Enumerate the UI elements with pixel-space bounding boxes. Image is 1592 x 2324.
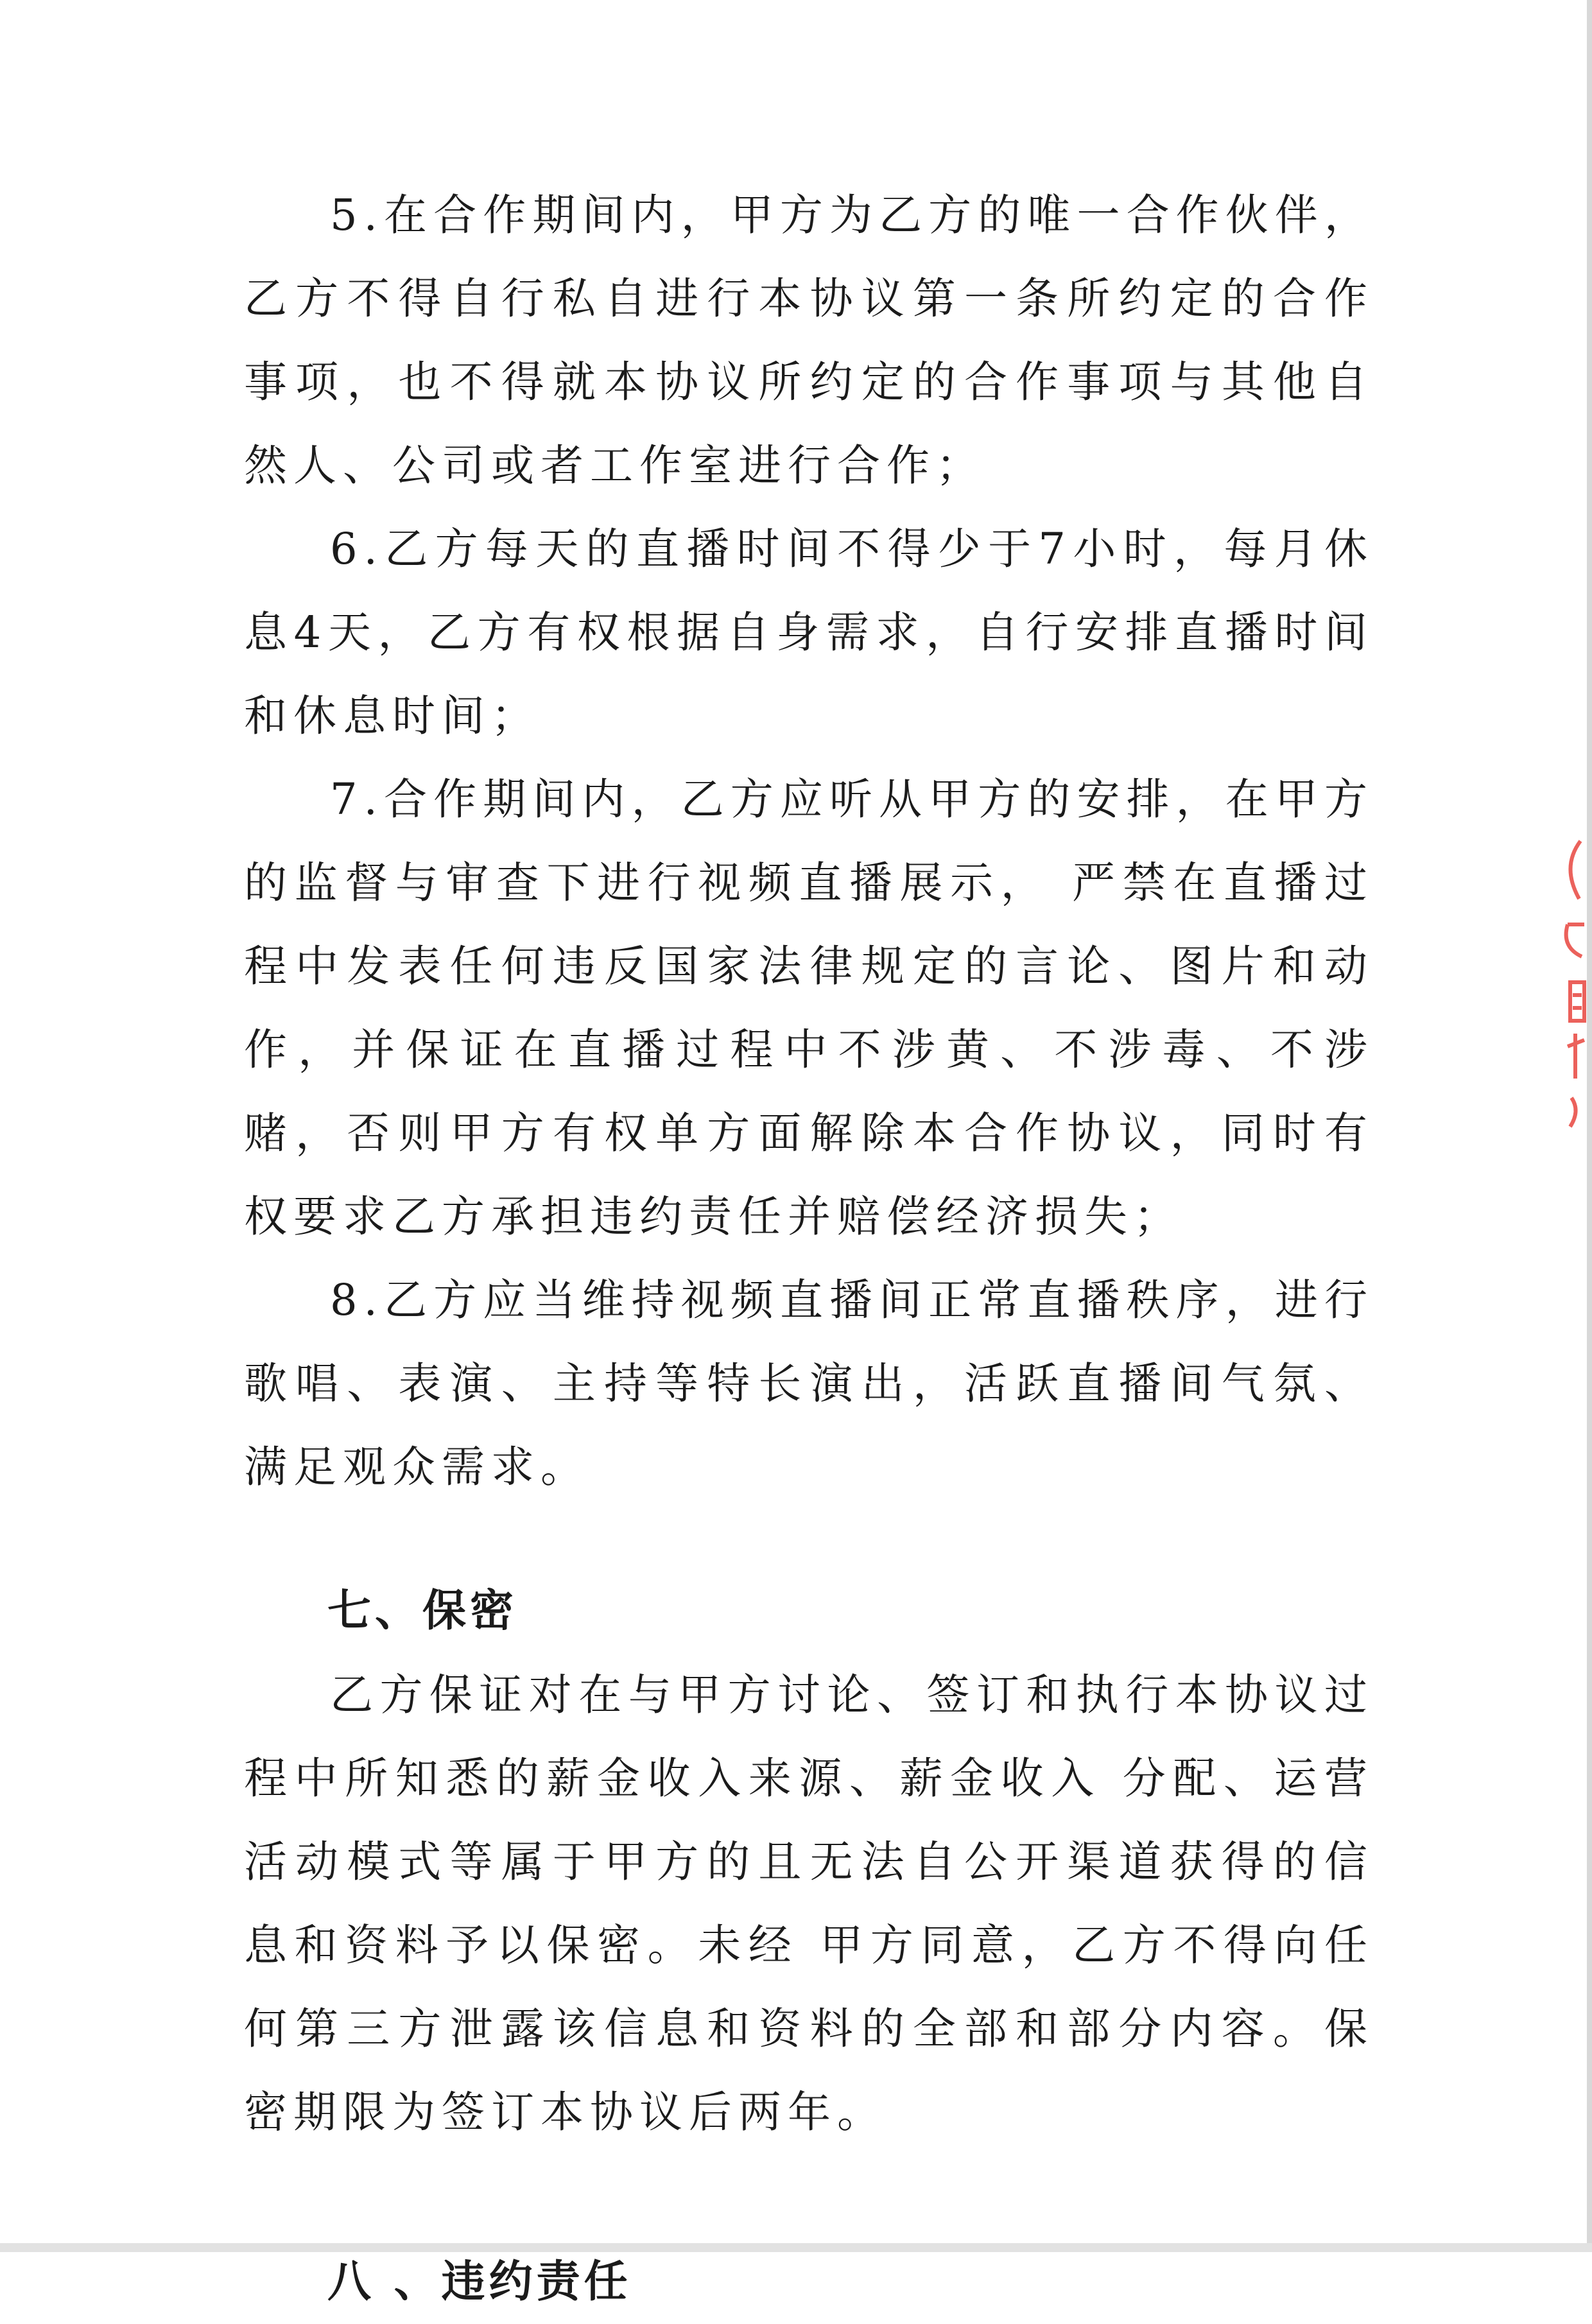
section-8-heading: 八 、违约责任 <box>327 2257 632 2307</box>
clause-8: 8.乙方应当维持视频直播间正常直播秩序，进行歌唱、表演、主持等特长演出，活跃直播间气氛、满足观众需求。 <box>244 1275 1374 1492</box>
clause-6: 6.乙方每天的直播时间不得少于7小时，每月休息4天，乙方有权根据自身需求，自行安排直播时间和休息时间； <box>244 524 1374 741</box>
seal-stamp-partial <box>1542 828 1587 1136</box>
scan-edge-bottom <box>0 2243 1592 2252</box>
document-content <box>244 173 1374 2324</box>
clause-5: 5.在合作期间内，甲方为乙方的唯一合作伙伴，乙方不得自行私自进行本协议第一条所约定的合作事项，也不得就本协议所约定的合作事项与其他自然人、公司或者工作室进行合作； <box>244 190 1374 490</box>
scan-edge-right <box>1587 0 1592 2252</box>
section-7-body: 乙方保证对在与甲方讨论、签订和执行本协议过程中所知悉的薪金收入来源、薪金收入 分配、运营活动模式等属于甲方的且无法自公开渠道获得的信息和资料予以保密。未经 甲方同意，乙方不得向任何第三方泄露该信息和资料的全部和部分内容。保密期限为签订本协议后两年。 <box>244 1670 1374 2137</box>
clause-7: 7.合作期间内，乙方应听从甲方的安排，在甲方的监督与审查下进行视频直播展示， 严禁在直播过程中发表任何违反国家法律规定的言论、图片和动作，并保证在直播过程中不涉黄、不涉毒、不涉赌，否则甲方有权单方面解除本合作协议，同时有权要求乙方承担违约责任并赔偿经济损失； <box>244 774 1374 1242</box>
section-7-heading: 七、保密 <box>327 1586 518 1636</box>
spacer <box>244 1509 1374 1570</box>
spacer <box>244 2154 1374 2241</box>
